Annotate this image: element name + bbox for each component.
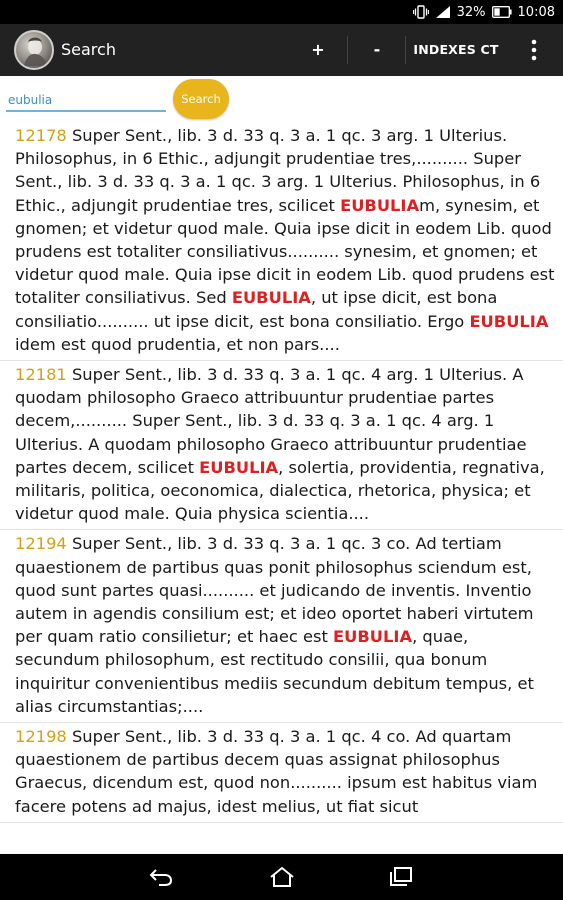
overflow-menu-icon[interactable]: [522, 24, 546, 76]
zoom-in-button[interactable]: +: [311, 40, 325, 59]
result-id[interactable]: 12178: [15, 126, 67, 145]
result-text: Super Sent., lib. 3 d. 33 q. 3 a. 1 qc. 4 co. Ad quartam quaestionem de partibus decem quas assignat philosophus Graecus, dicendum est, quod non.......... ipsum est habitus viam facere potens ad majus, idest melius, ut fiat sicut: [15, 727, 538, 816]
result-text: Super Sent., lib. 3 d. 33 q. 3 a. 1 qc. 3 co. Ad tertiam quaestionem de partibus quas ponit philosophus sciendum est, quod sunt partes quasi.......... et judicando de inventis. Inventio autem in agendis consilium est; et ideo oportet haberi virtutem per quam ratio consilietur; et haec est: [15, 534, 534, 647]
action-divider: [347, 36, 348, 64]
search-row: [0, 76, 563, 122]
app-logo-icon[interactable]: [14, 30, 54, 70]
search-term-highlight: EUBULIA: [469, 311, 549, 331]
search-button[interactable]: Search: [173, 79, 229, 119]
battery-icon: [492, 6, 512, 18]
search-term-highlight: EUBULIA: [340, 195, 420, 215]
result-text: Super Sent., lib. 3 d. 33 q. 3 a. 1 qc. 4 arg. 1 Ulterius. A quodam philosopho Graeco attribuuntur prudentiae partes decem,.......... Super Sent., lib. 3 d. 33 q. 3 a. 1 qc. 4 arg. 1 Ulterius. A quodam philosopho Graeco attribuuntur prudentiae partes decem, scilicet: [15, 365, 527, 477]
result-text: , ut ipse dicit, est bona consiliatio.......... ut ipse dicit, est bona consiliatio. Ergo: [15, 288, 498, 331]
zoom-out-button[interactable]: -: [373, 40, 381, 59]
indexes-button[interactable]: INDEXES CT: [413, 42, 499, 57]
result-text: Super Sent., lib. 3 d. 33 q. 3 a. 1 qc. 3 arg. 1 Ulterius. Philosophus, in 6 Ethic., adjungit prudentiae tres,.......... Super Sent., lib. 3 d. 33 q. 3 a. 1 qc. 3 arg. 1 Ulterius. Philosophus, in 6 Ethic., adjungit prudentiae tres, scilicet: [15, 126, 541, 215]
search-term-highlight: EUBULIA: [231, 288, 311, 308]
result-text: , quae, secundum philosophum, est rectitudo consilii, qua bonum inquiritur convenientibus mediis secundum debitum tempus, et alias circumstantias;....: [15, 627, 534, 716]
app-title: Search: [61, 40, 116, 59]
result-id[interactable]: 12198: [15, 727, 67, 747]
action-bar: [0, 24, 563, 76]
home-icon[interactable]: [252, 854, 312, 900]
result-item[interactable]: [0, 723, 563, 823]
navigation-bar: [0, 854, 563, 900]
search-term-highlight: EUBULIA: [199, 457, 279, 477]
result-id[interactable]: 12194: [15, 534, 67, 554]
clock: 10:08: [517, 4, 555, 20]
results-list[interactable]: [0, 122, 563, 854]
action-divider: [405, 36, 406, 64]
recents-icon[interactable]: [371, 854, 431, 900]
result-text: , solertia, providentia, regnativa, militaris, politica, oeconomica, dialectica, rhetorica, physica; et videtur quod male. Quia physica scientia....: [15, 457, 545, 524]
status-bar: [0, 0, 563, 24]
signal-icon: [435, 5, 451, 19]
result-text: m, synesim, et gnomen; et videtur quod male. Quia ipse dicit in eodem Lib. quod prudens est totaliter consiliativus.......... synesim, et gnomen; et videtur quod male. Quia ipse dicit in eodem Lib. quod prudens est totaliter consiliativus. Sed: [15, 195, 555, 308]
status-icons: [413, 0, 555, 24]
result-id[interactable]: 12181: [15, 365, 67, 385]
result-item[interactable]: [0, 530, 563, 723]
search-input[interactable]: [6, 90, 166, 112]
back-icon[interactable]: [131, 854, 191, 900]
search-term-highlight: EUBULIA: [333, 627, 413, 647]
result-text: idem est quod prudentia, et non pars....: [15, 334, 340, 354]
result-item[interactable]: [0, 361, 563, 530]
vibrate-icon: [413, 5, 429, 19]
result-item[interactable]: [0, 122, 563, 361]
battery-percent: 32%: [456, 4, 486, 20]
